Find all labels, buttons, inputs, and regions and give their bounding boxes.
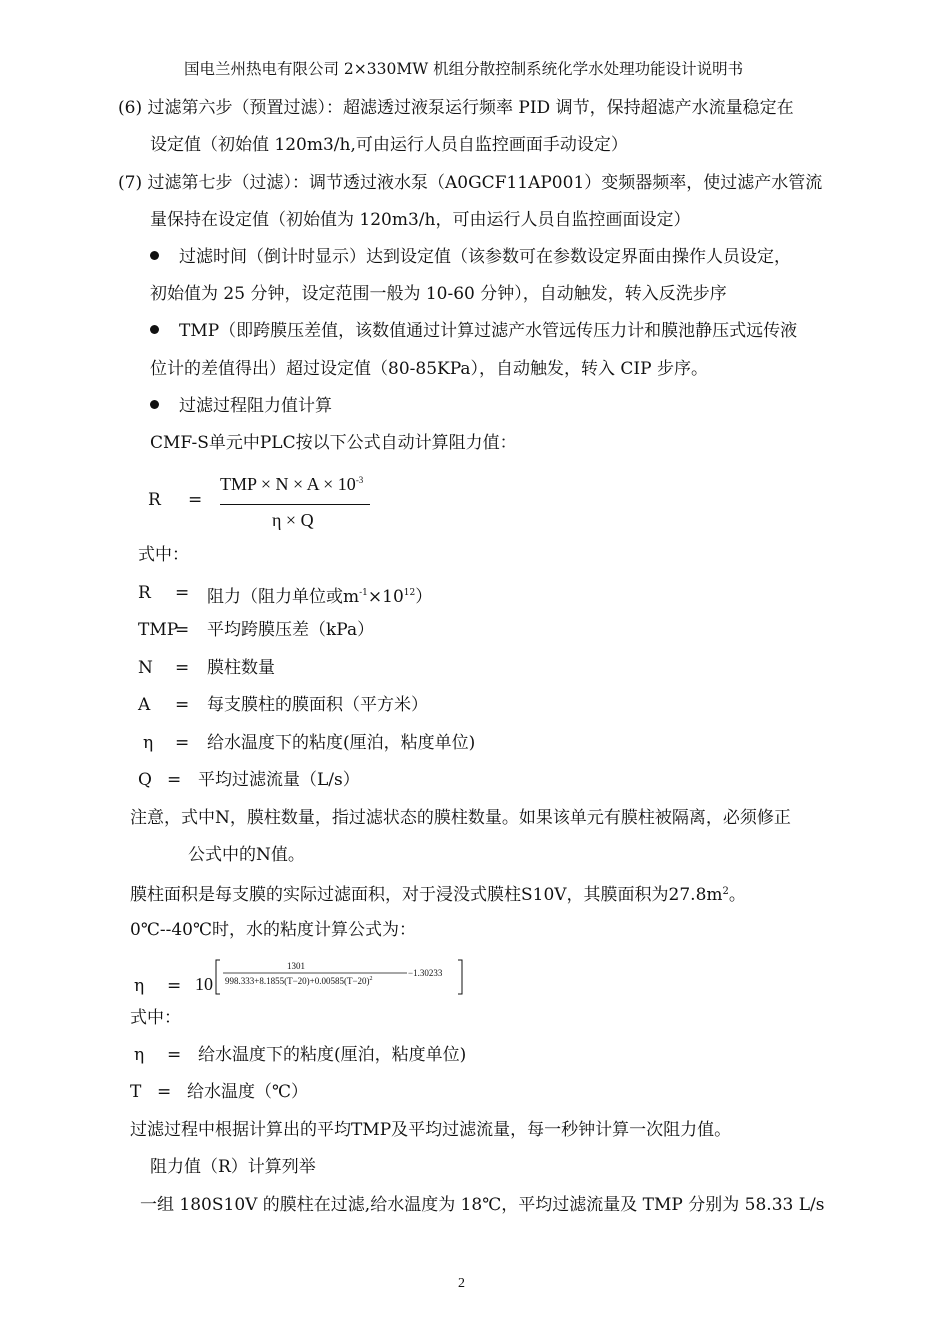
formula-r-numerator: TMP × $N \times A \times 10^{-3}$	[220, 474, 364, 494]
formula-r-lhs: R	[148, 490, 161, 510]
def-eq: =	[167, 1045, 182, 1065]
bullet-text: 过滤过程阻力值计算	[179, 396, 332, 416]
def-eq: =	[175, 658, 190, 678]
step7-line2: 量保持在设定值（初始值为 120m3/h，可由运行人员自监控画面设定）	[150, 210, 691, 230]
def-desc: 给水温度下的粘度(厘泊，粘度单位)	[207, 733, 476, 753]
def-eq: =	[175, 620, 190, 640]
formula-eta-tail: −1.30233	[408, 968, 443, 978]
where-label: 式中：	[130, 1008, 181, 1028]
def-sym: Q	[138, 770, 152, 790]
formula-r-equals: =	[188, 490, 203, 510]
formula-eta-lhs: η	[134, 976, 145, 996]
bullet-continuation: 初始值为 25 分钟，设定范围一般为 10-60 分钟），自动触发，转入反洗步序	[150, 284, 727, 304]
example-line: 一组 180S10V 的膜柱在过滤,给水温度为 18℃，平均过滤流量及 TMP 分别为 58.33 L/s	[140, 1195, 825, 1215]
membrane-area-text: 膜柱面积是每支膜的实际过滤面积，对于浸没式膜柱S10V，其膜面积为$27.8m^2$。	[130, 885, 746, 905]
def-desc: 给水温度下的粘度(厘泊，粘度单位)	[198, 1045, 467, 1065]
formula-eta-base: 10	[195, 974, 213, 994]
step6-line2: 设定值（初始值 120m3/h,可由运行人员自监控画面手动设定）	[150, 135, 628, 155]
def-eq: =	[175, 583, 190, 603]
def-eq: =	[157, 1082, 172, 1102]
def-sym: η	[143, 733, 154, 753]
def-desc: 平均跨膜压差（kPa）	[207, 620, 375, 640]
formula-eta-equals: =	[167, 976, 182, 996]
def-eq: =	[167, 770, 182, 790]
def-sym: η	[134, 1045, 145, 1065]
def-desc: 膜柱数量	[207, 658, 275, 678]
viscosity-intro: 0℃--40℃时，水的粘度计算公式为：	[130, 920, 416, 940]
page-number: 2	[458, 1276, 465, 1291]
example-title: 阻力值（R）计算列举	[150, 1157, 316, 1177]
def-sym: R	[138, 583, 151, 603]
formula-eta-denominator: $998.333+8.1855(T-20)+0.00585(T-20)^2$	[225, 976, 373, 986]
fraction-bar	[220, 504, 370, 505]
document-header: 国电兰州热电有限公司 2×330MW 机组分散控制系统化学水处理功能设计说明书	[184, 60, 744, 78]
def-desc: 每支膜柱的膜面积（平方米）	[207, 695, 428, 715]
bullet-dot-icon	[150, 251, 159, 260]
bullet-dot-icon	[150, 400, 159, 409]
bullet-dot-icon	[150, 325, 159, 334]
def-sym: T	[130, 1082, 142, 1102]
where-label: 式中：	[138, 545, 189, 565]
cmf-intro: CMF-S单元中PLC按以下公式自动计算阻力值：	[150, 433, 517, 453]
formula-eta-numerator: 1301	[287, 961, 305, 971]
note-line1: 注意，式中N，膜柱数量，指过滤状态的膜柱数量。如果该单元有膜柱被隔离，必须修正	[130, 808, 791, 828]
bullet-item	[150, 320, 797, 342]
def-sym: A	[138, 695, 151, 715]
step6-line1: (6) 过滤第六步（预置过滤）：超滤透过液泵运行频率 PID 调节，保持超滤产水流量稳定在	[118, 98, 794, 118]
def-sym: N	[138, 658, 153, 678]
bullet-item	[150, 246, 791, 268]
note-line2: 公式中的N值。	[188, 845, 305, 865]
def-desc: 平均过滤流量（L/s）	[198, 770, 360, 790]
formula-r-denominator: η × Q	[272, 510, 314, 530]
formula-eta	[195, 958, 475, 998]
bullet-text: TMP（即跨膜压差值，该数值通过计算过滤产水管远传压力计和膜池静压式远传液	[179, 321, 798, 341]
step7-line1: (7) 过滤第七步（过滤）：调节透过液水泵（A0GCF11AP001）变频器频率，使过滤产水管流	[118, 173, 823, 193]
def-sym: TMP	[138, 620, 179, 640]
bullet-continuation: 位计的差值得出）超过设定值（80-85KPa），自动触发，转入 CIP 步序。	[150, 359, 708, 379]
def-eq: =	[175, 733, 190, 753]
def-desc: 给水温度（℃）	[187, 1082, 309, 1102]
calc-note: 过滤过程中根据计算出的平均TMP及平均过滤流量，每一秒钟计算一次阻力值。	[130, 1120, 732, 1140]
bullet-item	[150, 395, 332, 417]
def-eq: =	[175, 695, 190, 715]
def-desc: 阻力（阻力单位或$m^{-1}\times 10^{12}$）	[207, 587, 433, 607]
bullet-text: 过滤时间（倒计时显示）达到设定值（该参数可在参数设定界面由操作人员设定，	[179, 247, 791, 267]
